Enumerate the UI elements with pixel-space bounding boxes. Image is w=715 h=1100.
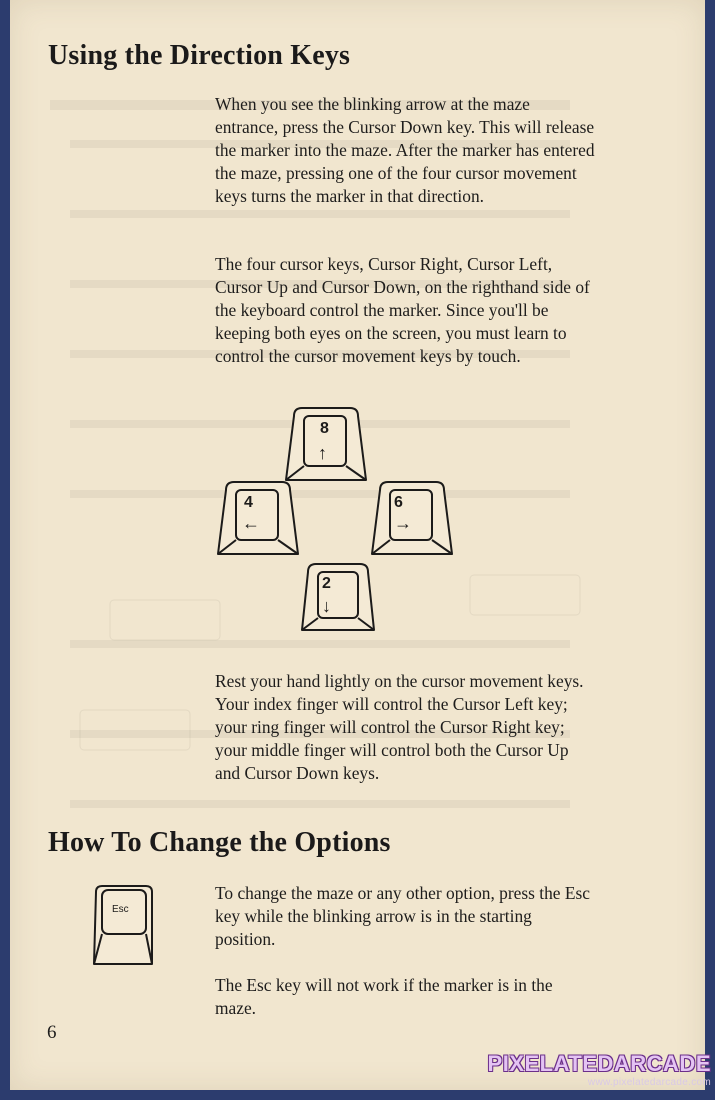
paragraph-cursor-keys: The four cursor keys, Cursor Right, Cursor Left, Cursor Up and Cursor Down, on the righthand side of the keyboard control the marker. Since you'll be keeping both eyes on the screen, you must learn to control the cursor movement keys by touch.	[215, 254, 590, 366]
esc-key-label: Esc	[112, 904, 129, 915]
paragraph-esc-not-work: The Esc key will not work if the marker is in the maze.	[215, 975, 553, 1018]
up-key-number: 8	[320, 420, 329, 437]
manual-page	[10, 0, 705, 1090]
watermark-title: PIXELATEDARCADE	[487, 1051, 711, 1076]
section-heading-change-options: How To Change the Options	[48, 827, 391, 858]
left-key-arrow: ←	[242, 513, 260, 533]
watermark	[488, 1051, 711, 1088]
paragraph-blinking-arrow: When you see the blinking arrow at the maze entrance, press the Cursor Down key. This will release the marker into the maze. After the marker has entered the maze, pressing one of the four cursor movement keys turns the marker in that direction.	[215, 94, 595, 206]
left-key-number: 4	[244, 494, 253, 511]
esc-key-diagram	[90, 884, 160, 968]
right-key-number: 6	[394, 494, 403, 511]
down-key-arrow: ↓	[322, 596, 331, 616]
cursor-down-key	[302, 564, 374, 630]
paragraph-hand-position: Rest your hand lightly on the cursor movement keys. Your index finger will control the Cursor Left key; your ring finger will control the Cursor Right key; your middle finger will control both the Cursor Up and Cursor Down keys.	[215, 671, 584, 783]
page-number: 6	[47, 1022, 57, 1043]
watermark-url: www.pixelatedarcade.com	[587, 1077, 711, 1088]
cursor-right-key	[372, 482, 452, 554]
cursor-keys-diagram	[200, 380, 460, 640]
paragraph-esc-key: To change the maze or any other option, press the Esc key while the blinking arrow is in the starting position.	[215, 883, 590, 949]
up-key-arrow: ↑	[318, 443, 327, 463]
section-heading-direction-keys: Using the Direction Keys	[48, 40, 351, 71]
down-key-number: 2	[322, 575, 331, 592]
right-key-arrow: →	[394, 513, 412, 533]
